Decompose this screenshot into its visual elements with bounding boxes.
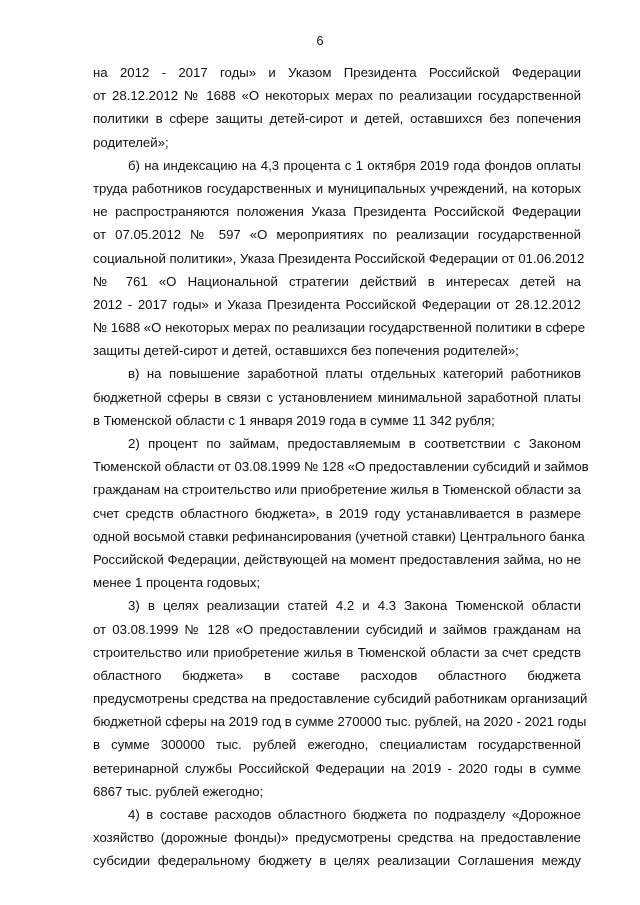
text-line: от 28.12.2012 № 1688 «О некоторых мерах по реализации государственной: [93, 88, 581, 104]
text-line: 4) в составе расходов областного бюджета по подразделу «Дорожное: [128, 807, 581, 822]
text-line: гражданам на строительство или приобретение жилья в Тюменской области за: [93, 482, 581, 498]
text-line: родителей»;: [93, 134, 169, 150]
text-line: областного бюджета» в составе расходов областного бюджета: [93, 667, 581, 683]
text-line: Тюменской области от 03.08.1999 № 128 «О предоставлении субсидий и займов: [93, 459, 589, 475]
document-body: [93, 61, 589, 873]
text-line: предусмотрены средства на предоставление субсидий работникам организаций: [93, 691, 588, 707]
text-line: в) на повышение заработной платы отдельных категорий работников: [128, 366, 581, 382]
text-line: ветеринарной службы Российской Федерации на 2019 - 2020 годы в сумме: [93, 760, 581, 776]
text-line: одной восьмой ставки рефинансирования (учетной ставки) Центрального банка: [93, 528, 585, 544]
text-line: бюджетной сферы в связи с установлением минимальной заработной платы: [93, 389, 581, 405]
text-line: в сумме 300000 тыс. рублей ежегодно, специалистам государственной: [93, 737, 581, 753]
text-line: 6867 тыс. рублей ежегодно;: [93, 783, 264, 799]
page-number: 6: [316, 34, 324, 48]
text-line: хозяйство (дорожные фонды)» предусмотрены средства на предоставление: [93, 830, 581, 846]
text-line: 3) в целях реализации статей 4.2 и 4.3 Закона Тюменской области: [128, 598, 581, 614]
text-line: от 03.08.1999 № 128 «О предоставлении субсидий и займов гражданам на: [93, 621, 581, 637]
text-line: 2) процент по займам, предоставляемым в соответствии с Законом: [128, 436, 581, 451]
text-line: строительство или приобретение жилья в Тюменской области за счет средств: [93, 644, 581, 660]
text-line: Российской Федерации, действующей на момент предоставления займа, но не: [93, 551, 581, 567]
text-line: социальной политики», Указа Президента Российской Федерации от 01.06.2012: [93, 250, 585, 266]
text-line: № 1688 «О некоторых мерах по реализации государственной политики в сфере: [93, 320, 586, 336]
text-line: политики в сфере защиты детей-сирот и детей, оставшихся без попечения: [93, 111, 581, 127]
text-line: 2012 - 2017 годы» и Указа Президента Российской Федерации от 28.12.2012: [93, 296, 581, 312]
text-line: б) на индексацию на 4,3 процента с 1 октября 2019 года фондов оплаты: [128, 157, 581, 173]
text-line: на 2012 - 2017 годы» и Указом Президента Российской Федерации: [93, 65, 581, 80]
text-line: № 761 «О Национальной стратегии действий в интересах детей на: [93, 273, 581, 289]
text-line: защиты детей-сирот и детей, оставшихся без попечения родителей»;: [93, 343, 519, 359]
text-line: менее 1 процента годовых;: [93, 575, 261, 591]
text-line: счет средств областного бюджета», в 2019 году устанавливается в размере: [93, 505, 581, 521]
text-line: бюджетной сферы на 2019 год в сумме 270000 тыс. рублей, на 2020 - 2021 годы: [93, 714, 587, 730]
text-line: не распространяются положения Указа Президента Российской Федерации: [93, 204, 581, 220]
text-line: субсидии федеральному бюджету в целях реализации Соглашения между: [93, 853, 581, 869]
text-line: от 07.05.2012 № 597 «О мероприятиях по реализации государственной: [93, 227, 581, 243]
text-line: труда работников государственных и муниципальных учреждений, на которых: [93, 180, 581, 196]
text-line: в Тюменской области с 1 января 2019 года в сумме 11 342 рубля;: [93, 412, 495, 428]
